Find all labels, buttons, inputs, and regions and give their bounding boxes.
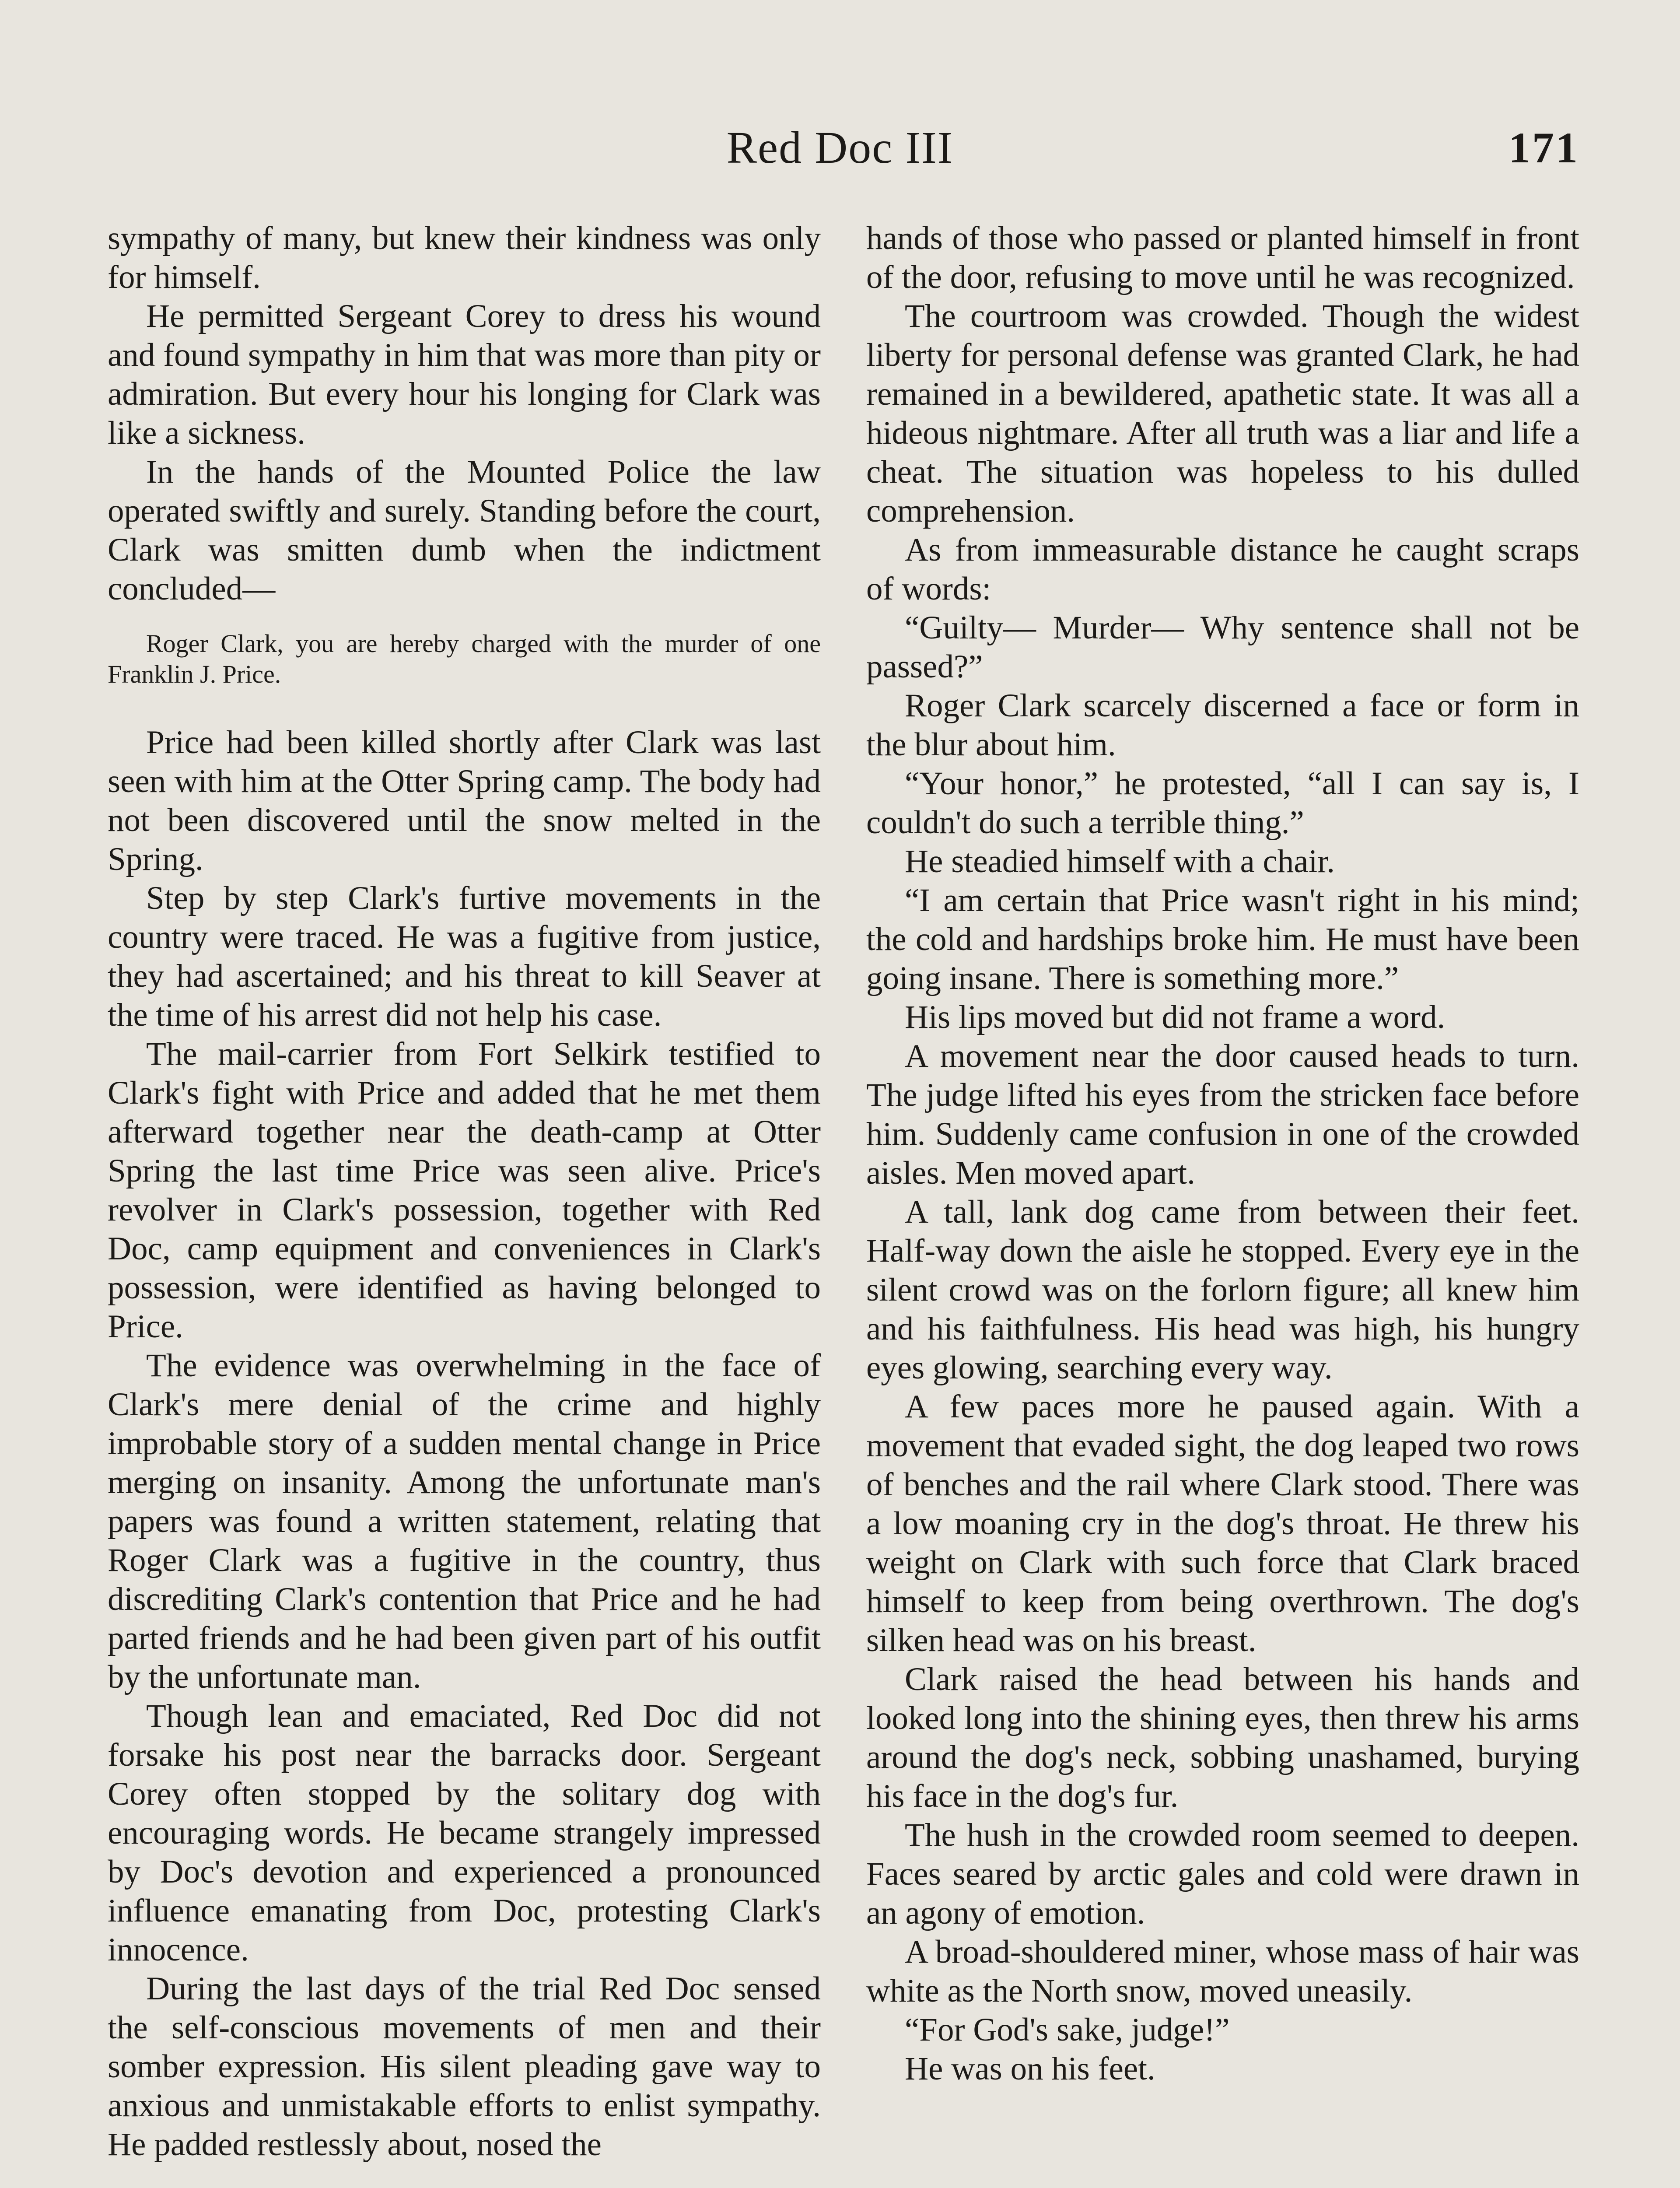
paragraph: Step by step Clark's furtive movements in the country were traced. He was a fugitive from justice, they had ascertained; and his threat to kill Seaver at the time of his arrest did not help his case. [108,880,821,1033]
paragraph: His lips moved but did not frame a word. [905,999,1446,1035]
paragraph: He was on his feet. [905,2051,1155,2087]
paragraph: In the hands of the Mounted Police the law operated swiftly and surely. Standing before the court, Clark was smitten dumb when the indictment concluded— [108,454,821,607]
page-header [101,117,1579,187]
paragraph: “Your honor,” he protested, “all I can say is, I couldn't do such a terrible thing.” [866,765,1579,841]
paragraph: sympathy of many, but knew their kindness was only for himself. [108,220,821,295]
paragraph: During the last days of the trial Red Doc sensed the self-conscious movements of men and their somber expression. His silent pleading gave way to anxious and unmistakable efforts to enlist sympathy. He padded restlessly about, nosed the [108,1971,821,2163]
paragraph: “Guilty— Murder— Why sentence shall not be passed?” [866,610,1579,685]
running-title: Red Doc III [726,123,954,173]
paragraph: The hush in the crowded room seemed to deepen. Faces seared by arctic gales and cold were drawn in an agony of emotion. [866,1817,1579,1931]
paragraph: Clark raised the head between his hands and looked long into the shining eyes, then threw his arms around the dog's neck, sobbing unashamed, burying his face in the dog's fur. [866,1661,1579,1814]
paragraph: Though lean and emaciated, Red Doc did not forsake his post near the barracks door. Sergeant Corey often stopped by the solitary dog with encouraging words. He became strangely impressed by Doc's devotion and experienced a pronounced influence emanating from Doc, protesting Clark's innocence. [108,1698,821,1968]
paragraph: “I am certain that Price wasn't right in his mind; the cold and hardships broke him. He must have been going insane. There is something more.” [866,882,1579,996]
paragraph: A broad-shouldered miner, whose mass of hair was white as the North snow, moved uneasily. [866,1934,1579,2009]
paragraph: He steadied himself with a chair. [905,843,1335,880]
paragraph: As from immeasurable distance he caught scraps of words: [866,532,1579,607]
paragraph: The mail-carrier from Fort Selkirk testified to Clark's fight with Price and added that he met them afterward together near the death-camp at Otter Spring the last time Price was seen alive. Price's revolver in Clark's possession, together with Red Doc, camp equipment and conveniences in Clark's possession, were identified as having belonged to Price. [108,1036,821,1345]
right-text-column [866,219,1579,2088]
paragraph: He permitted Sergeant Corey to dress his wound and found sympathy in him that was more than pity or admiration. But every hour his longing for Clark was like a sickness. [108,298,821,451]
left-text-column [108,219,821,2164]
paragraph: Price had been killed shortly after Clark was last seen with him at the Otter Spring camp. The body had not been discovered until the snow melted in the Spring. [108,724,821,877]
paragraph: Roger Clark scarcely discerned a face or form in the blur about him. [866,687,1579,763]
paragraph: The courtroom was crowded. Though the widest liberty for personal defense was granted Clark, he had remained in a bewildered, apathetic state. It was all a hideous nightmare. After all truth was a liar and life a cheat. The situation was hopeless to his dulled comprehension. [866,298,1579,529]
page-number: 171 [1508,123,1579,172]
paragraph: “For God's sake, judge!” [905,2012,1230,2048]
paragraph: The evidence was overwhelming in the face of Clark's mere denial of the crime and highly improbable story of a sudden mental change in Price merging on insanity. Among the unfortunate man's papers was found a written statement, relating that Roger Clark was a fugitive in the country, thus discrediting Clark's contention that Price and he had parted friends and he had been given part of his outfit by the unfortunate man. [108,1347,821,1695]
paragraph: A tall, lank dog came from between their feet. Half-way down the aisle he stopped. Every eye in the silent crowd was on the forlorn figure; all knew him and his faithfulness. His head was high, his hungry eyes glowing, searching every way. [866,1194,1579,1386]
paragraph: A movement near the door caused heads to turn. The judge lifted his eyes from the stricken face before him. Suddenly came confusion in one of the crowded aisles. Men moved apart. [866,1038,1579,1191]
indictment-quote: Roger Clark, you are hereby charged with the murder of one Franklin J. Price. [108,629,821,688]
paragraph: A few paces more he paused again. With a movement that evaded sight, the dog leaped two rows of benches and the rail where Clark stood. There was a low moaning cry in the dog's throat. He threw his weight on Clark with such force that Clark braced himself to keep from being overthrown. The dog's silken head was on his breast. [866,1389,1579,1659]
paragraph: hands of those who passed or planted himself in front of the door, refusing to move until he was recognized. [866,220,1579,295]
